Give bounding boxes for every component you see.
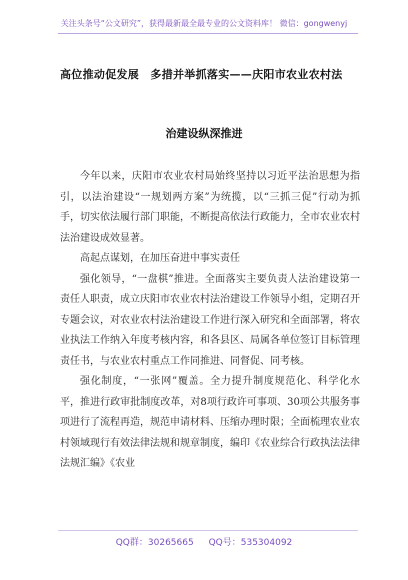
section-heading: 高起点谋划，在加压奋进中事实责任: [80, 253, 240, 264]
document-body: [60, 167, 360, 475]
paragraph-intro: 今年以来，庆阳市农业农村局始终坚持以习近平法治思想为指引，以法治建设“一规划两方案”为统揽，以“三抓三促”行动为抓手，切实依法履行部门职能，不断提高依法行政能力，全市农业农村法治建设成效显著。: [60, 171, 360, 244]
footer-qq-number: QQ号：535304092: [208, 538, 293, 548]
page-header: 关注头条号“公文研究”，获得最新最全最专业的公文资料库！ 微信：gongwenyj: [60, 19, 348, 28]
document-title-line-2: 治建设纵深推进: [165, 127, 243, 140]
footer-divider: [58, 530, 358, 531]
document-title-line-1: 高位推动促发展 多措并举抓落实——庆阳市农业农村法: [60, 68, 343, 81]
paragraph-leadership: 强化领导，“一盘棋”推进。全面落实主要负责人法治建设第一责任人职责，成立庆阳市农业农村法治建设工作领导小组，定期召开专题会议，对农业农村法治建设工作进行深入研究和全面部署，将农业执法工作纳入年度考核内容，和各县区、局属各单位签订目标管理责任书，与农业农村重点工作同推进、同督促、同考核。: [60, 273, 360, 367]
header-divider: [58, 33, 358, 34]
page-footer: [0, 535, 408, 548]
paragraph-system: 强化制度，“一张网”覆盖。全力提升制度规范化、科学化水平，推进行政审批制度改革，对8项行政许可事项、30项公共服务事项进行了流程再造，规范申请材料、压缩办理时限；全面梳理农业农村领域现行有效法律法规和规章制度，编印《农业综合行政执法法律法规汇编》《农业: [60, 376, 360, 469]
footer-qq-group: QQ群：30265665: [115, 538, 194, 548]
